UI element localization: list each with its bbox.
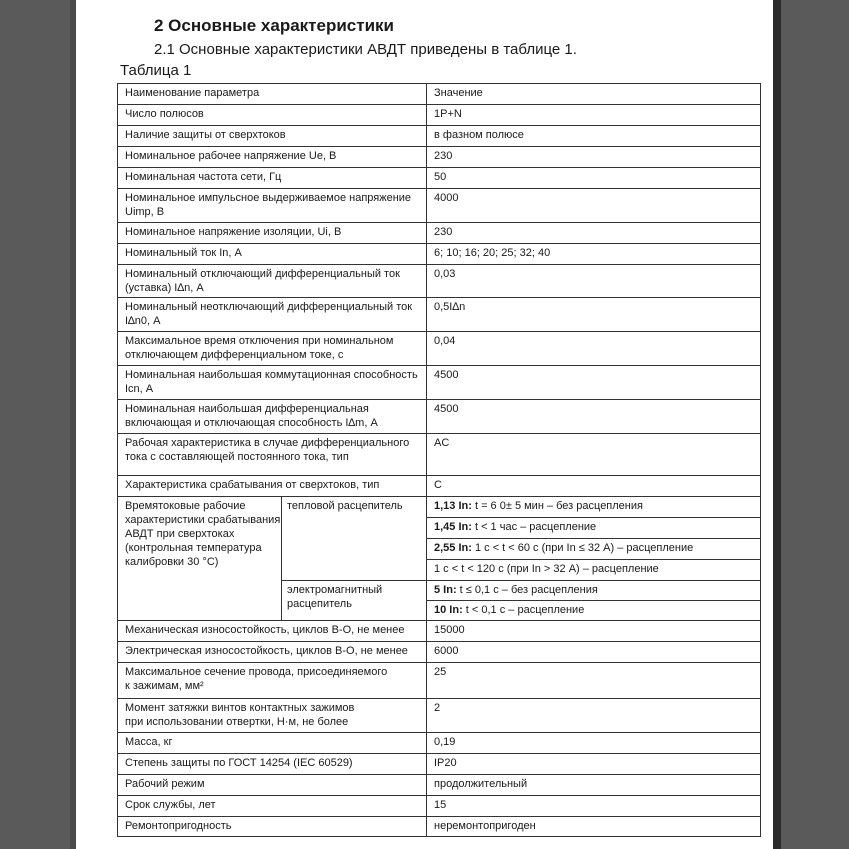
row-param: Число полюсов <box>117 104 426 125</box>
row-param: Номинальное напряжение изоляции, Ui, В <box>117 222 426 243</box>
row-param-line: Uimp, В <box>125 206 165 218</box>
row-param: Срок службы, лет <box>117 795 426 816</box>
row-param-line: Момент затяжки винтов контактных зажимов <box>125 702 355 714</box>
label-line: АВДТ при сверхтоках <box>125 528 235 540</box>
row-value: 4500 <box>426 365 761 399</box>
table-row <box>117 167 761 188</box>
table-row <box>117 399 761 433</box>
row-param <box>117 433 426 475</box>
row-param-line: Номинальное импульсное выдерживаемое напряжение <box>125 192 412 204</box>
row-param-line: (уставка) I∆n, А <box>125 282 204 294</box>
row-param-line: I∆n0, А <box>125 315 161 327</box>
row-value: AC <box>426 433 761 475</box>
value-multiplier: 1,45 In: <box>434 521 472 533</box>
thermal-release-label: тепловой расцепитель <box>281 496 426 580</box>
row-value: 6000 <box>426 641 761 662</box>
row-value: 4500 <box>426 399 761 433</box>
table-row <box>117 662 761 698</box>
row-param: Наличие защиты от сверхтоков <box>117 125 426 146</box>
row-value: 50 <box>426 167 761 188</box>
row-value: 25 <box>426 662 761 698</box>
value-multiplier: 5 In: <box>434 584 457 596</box>
row-param-line: при использовании отвертки, Н·м, не более <box>125 716 349 728</box>
row-value: 0,5I∆n <box>426 297 761 331</box>
row-param <box>117 399 426 433</box>
thermal-value <box>426 517 761 538</box>
row-param <box>117 188 426 222</box>
row-value: IP20 <box>426 753 761 774</box>
row-value: 6; 10; 16; 20; 25; 32; 40 <box>426 243 761 264</box>
row-param: Рабочий режим <box>117 774 426 795</box>
row-param: Номинальный ток In, А <box>117 243 426 264</box>
magnetic-value <box>426 580 761 600</box>
row-param: Номинальное рабочее напряжение Ue, В <box>117 146 426 167</box>
label-line: характеристики срабатывания <box>125 514 281 526</box>
row-value: продолжительный <box>426 774 761 795</box>
row-param <box>117 662 426 698</box>
row-value: в фазном полюсе <box>426 125 761 146</box>
label-line: Времятоковые рабочие <box>125 500 246 512</box>
row-param: Характеристика срабатывания от сверхтоков, тип <box>117 475 426 496</box>
row-param-line: отключающем дифференциальном токе, с <box>125 349 344 361</box>
table-row <box>117 297 761 331</box>
row-param-line: к зажимам, мм² <box>125 680 204 692</box>
table-row <box>117 795 761 816</box>
table-row <box>117 243 761 264</box>
table-row <box>117 620 761 641</box>
value-text: t = 6 0± 5 мин – без расцепления <box>471 500 643 512</box>
row-value: 2 <box>426 698 761 732</box>
row-value: 0,03 <box>426 264 761 297</box>
table-row <box>117 641 761 662</box>
row-param <box>117 331 426 365</box>
table-row <box>117 816 761 837</box>
magnetic-value <box>426 600 761 620</box>
row-value: 15 <box>426 795 761 816</box>
table-row <box>117 222 761 243</box>
row-param-line: включающая и отключающая способность I∆m, А <box>125 417 378 429</box>
table-row <box>117 732 761 753</box>
table-row <box>117 774 761 795</box>
table-row <box>117 331 761 365</box>
row-param: Масса, кг <box>117 732 426 753</box>
value-multiplier: 10 In: <box>434 604 463 616</box>
row-param <box>117 264 426 297</box>
row-param-line: тока с составляющей постоянного тока, тип <box>125 451 349 463</box>
row-param-line: Рабочая характеристика в случае дифференциального <box>125 437 410 449</box>
row-param-line: Максимальное сечение провода, присоединяемого <box>125 666 388 678</box>
row-value: неремонтопригоден <box>426 816 761 837</box>
label-line: (контрольная температура <box>125 542 262 554</box>
value-text: 1 с < t < 120 с (при In > 32 А) – расцепление <box>434 563 659 575</box>
row-param: Механическая износостойкость, циклов В-О, не менее <box>117 620 426 641</box>
row-param-line: Icn, А <box>125 383 154 395</box>
characteristics-table <box>117 83 761 837</box>
table-row <box>117 146 761 167</box>
value-text: t ≤ 0,1 с – без расцепления <box>456 584 598 596</box>
header-param: Наименование параметра <box>117 83 426 104</box>
row-value: 1P+N <box>426 104 761 125</box>
magnetic-release-label <box>281 580 426 620</box>
row-param: Электрическая износостойкость, циклов В-О, не менее <box>117 641 426 662</box>
row-param-line: Номинальный отключающий дифференциальный ток <box>125 268 400 280</box>
label-line: электромагнитный <box>287 584 383 596</box>
table-row <box>117 125 761 146</box>
value-multiplier: 1,13 In: <box>434 500 472 512</box>
thermal-value <box>426 559 761 580</box>
thermal-value <box>426 496 761 517</box>
row-param: Степень защиты по ГОСТ 14254 (IEC 60529) <box>117 753 426 774</box>
label-line: расцепитель <box>287 598 352 610</box>
row-value: 15000 <box>426 620 761 641</box>
table-row <box>117 475 761 496</box>
right-shadow <box>773 0 781 849</box>
row-param <box>117 297 426 331</box>
table-caption: Таблица 1 <box>120 62 192 79</box>
table-row <box>117 433 761 475</box>
label-line: калибровки 30 °C) <box>125 556 219 568</box>
row-value: 230 <box>426 222 761 243</box>
table-row <box>117 698 761 732</box>
row-param-line: Номинальная наибольшая коммутационная способность <box>125 369 418 381</box>
row-value: 0,04 <box>426 331 761 365</box>
row-value: 230 <box>426 146 761 167</box>
intro-paragraph: 2.1 Основные характеристики АВДТ приведены в таблице 1. <box>154 41 577 58</box>
row-value: C <box>426 475 761 496</box>
table-header-row <box>117 83 761 104</box>
row-param: Номинальная частота сети, Гц <box>117 167 426 188</box>
row-param-line: Номинальный неотключающий дифференциальный ток <box>125 301 413 313</box>
row-value: 4000 <box>426 188 761 222</box>
row-param <box>117 698 426 732</box>
value-text: t < 1 час – расцепление <box>471 521 597 533</box>
value-text: 1 с < t < 60 с (при In ≤ 32 А) – расцепление <box>471 542 694 554</box>
table-row <box>117 365 761 399</box>
value-text: t < 0,1 с – расцепление <box>462 604 585 616</box>
table-row <box>117 264 761 297</box>
header-value: Значение <box>426 83 761 104</box>
table-row <box>117 104 761 125</box>
value-multiplier: 2,55 In: <box>434 542 472 554</box>
row-param-line: Номинальная наибольшая дифференциальная <box>125 403 369 415</box>
table-row <box>117 753 761 774</box>
row-param-line: Максимальное время отключения при номинальном <box>125 335 394 347</box>
row-param <box>117 365 426 399</box>
thermal-value <box>426 538 761 559</box>
section-heading: 2 Основные характеристики <box>154 16 394 35</box>
row-param: Ремонтопригодность <box>117 816 426 837</box>
table-row <box>117 188 761 222</box>
row-value: 0,19 <box>426 732 761 753</box>
